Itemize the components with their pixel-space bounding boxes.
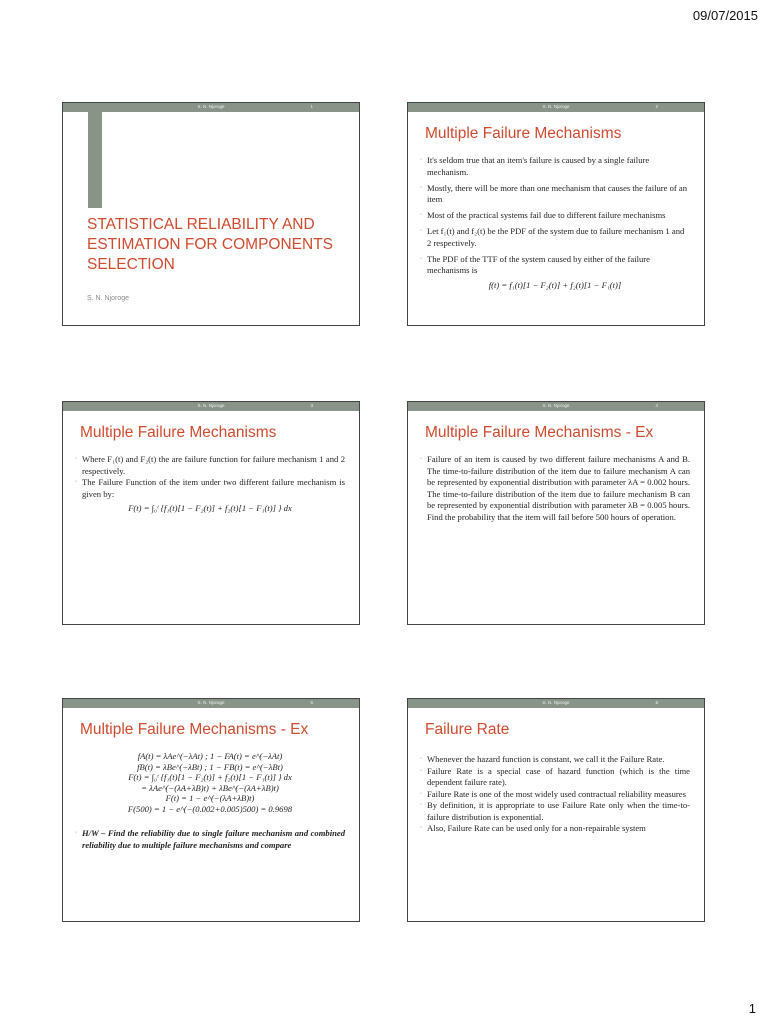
presentation-title: STATISTICAL RELIABILITY AND ESTIMATION FOR COMPONENTS SELECTION xyxy=(87,216,333,273)
slide-number: 4 xyxy=(655,403,658,408)
title-accent-bar xyxy=(88,112,102,208)
slide-header-bar xyxy=(408,699,704,708)
equation: F(t) = ∫₀ᵗ {f₁(t)[1 − F₂(t)] + f₂(t)[1 − F₁(t)] } dx xyxy=(128,503,292,513)
slide-number: 5 xyxy=(310,700,313,705)
bullet-item: ◦ Failure Rate is a special case of hazard function (which is the time dependent failure rate). xyxy=(420,766,690,789)
equation-line: fB(t) = λBe^(−λBt) ; 1 − FB(t) = e^(−λBt) xyxy=(137,761,283,772)
bullet-item: ◦ It's seldom true that an item's failure is caused by a single failure mechanism. xyxy=(420,155,690,178)
bullet-item: ◦ Failure Rate is one of the most widely used contractual reliability measures xyxy=(420,789,690,801)
slide-title: Multiple Failure Mechanisms xyxy=(80,424,277,441)
page-date: 09/07/2015 xyxy=(692,8,758,23)
slide-author: S. N. Njoroge xyxy=(197,700,225,705)
slide-number: 3 xyxy=(310,403,313,408)
slide-4 xyxy=(407,401,705,625)
presentation-author: S. N. Njoroge xyxy=(87,295,130,302)
slide-body xyxy=(420,155,690,294)
slide-header-bar xyxy=(63,402,359,411)
bullet-item: ◦ Let f₁(t) and f₂(t) be the PDF of the system due to failure mechanism 1 and 2 respectively. xyxy=(420,226,690,249)
equation-line: F(t) = 1 − e^(−(λA+λB)t) xyxy=(165,793,255,803)
bullet-item: ◦ The PDF of the TTF of the system caused by either of the failure mechanisms is xyxy=(420,254,690,277)
page-number: 1 xyxy=(748,1001,756,1016)
slide-title: Multiple Failure Mechanisms xyxy=(425,125,622,142)
slide-title: Failure Rate xyxy=(425,721,510,738)
slide-number: 6 xyxy=(655,700,658,705)
slide-header-bar xyxy=(408,402,704,411)
slide-3 xyxy=(62,401,360,625)
equation-line: = λAe^(−(λA+λB)t) + λBe^(−(λA+λB)t) xyxy=(141,782,279,793)
slide-header-bar xyxy=(63,103,359,112)
slide-number: 1 xyxy=(310,104,313,109)
bullet-item: ◦ Whenever the hazard function is constant, we call it the Failure Rate. xyxy=(420,754,690,766)
equation: f(t) = f₁(t)[1 − F₂(t)] + f₂(t)[1 − F₁(t)] xyxy=(488,279,622,290)
equation-line: fA(t) = λAe^(−λAt) ; 1 − FA(t) = e^(−λAt) xyxy=(137,751,283,761)
slide-header-bar xyxy=(63,699,359,708)
homework-bullet: ◦ H/W – Find the reliability due to single failure mechanism and combined reliability due to multiple failure mechanisms and compare xyxy=(75,828,345,851)
bullet-item: ◦ The Failure Function of the item under two different failure mechanism is given by: xyxy=(75,477,345,500)
slide-author: S. N. Njoroge xyxy=(542,700,570,705)
slide-body xyxy=(420,754,690,835)
slide-body xyxy=(75,751,345,856)
slide-author: S. N. Njoroge xyxy=(542,104,570,109)
bullet-item: ◦ Also, Failure Rate can be used only for a non-repairable system xyxy=(420,823,690,835)
bullet-item: ◦ By definition, it is appropriate to use Failure Rate only when the time-to-failure distribution is exponential. xyxy=(420,800,690,823)
equation-line: F(500) = 1 − e^(−(0.002+0.005)500) = 0.9698 xyxy=(127,803,293,814)
bullet-item: ◦ Most of the practical systems fail due to different failure mechanisms xyxy=(420,210,690,222)
bullet-item: ◦ Failure of an item is caused by two different failure mechanisms A and B. The time-to-failure distribution of the item due to failure mechanism A can be represented by exponential distribution with parameter λA = 0.002 hours. The time-to-failure distribution of the item due to failure mechanism B can be represented by exponential distribution with parameter λB = 0.005 hours. Find the probability that the item will fail before 500 hours of operation. xyxy=(420,454,690,523)
slide-author: S. N. Njoroge xyxy=(197,104,225,109)
slide-6 xyxy=(407,698,705,922)
slide-title: Multiple Failure Mechanisms - Ex xyxy=(80,721,309,738)
slide-body xyxy=(75,454,345,518)
equation-line: F(t) = ∫₀ᵗ {f₁(t)[1 − F₂(t)] + f₂(t)[1 − F₁(t)] } dx xyxy=(128,772,292,782)
slide-number: 2 xyxy=(655,104,658,109)
slide-1 xyxy=(62,102,360,326)
slide-author: S. N. Njoroge xyxy=(542,403,570,408)
slide-header-bar xyxy=(408,103,704,112)
bullet-item: ◦ Where F₁(t) and F₂(t) the are failure function for failure mechanism 1 and 2 respectively. xyxy=(75,454,345,477)
slide-body xyxy=(420,454,690,528)
slide-2 xyxy=(407,102,705,326)
slide-title: Multiple Failure Mechanisms - Ex xyxy=(425,424,654,441)
bullet-item: ◦ Mostly, there will be more than one mechanism that causes the failure of an item xyxy=(420,183,690,206)
slide-5 xyxy=(62,698,360,922)
slide-author: S. N. Njoroge xyxy=(197,403,225,408)
